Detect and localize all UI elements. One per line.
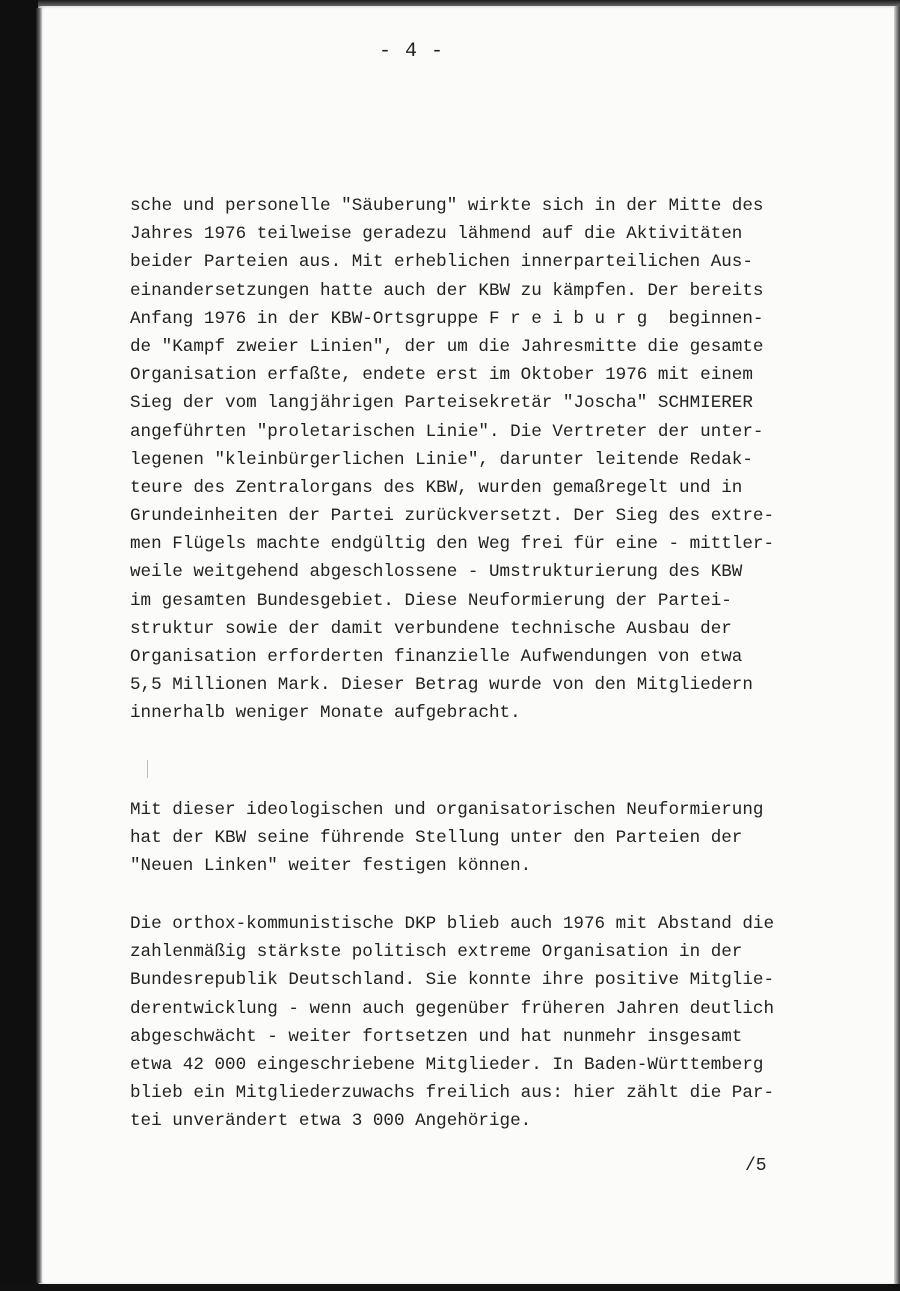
text-line: sche und personelle "Säuberung" wirkte sich in der Mitte des bbox=[130, 196, 764, 216]
text-line: Mit dieser ideologischen und organisatorischen Neuformierung bbox=[130, 800, 764, 820]
paper-left-edge bbox=[36, 8, 42, 1283]
text-line: 5,5 Millionen Mark. Dieser Betrag wurde von den Mitgliedern bbox=[130, 675, 753, 696]
text-line: beider Parteien aus. Mit erheblichen innerparteilichen Aus- bbox=[130, 252, 753, 273]
text-line: Grundeinheiten der Partei zurückversetzt. Der Sieg des extre- bbox=[130, 506, 775, 527]
paragraph-kbw bbox=[130, 192, 774, 728]
text-line: Jahres 1976 teilweise geradezu lähmend auf die Aktivitäten bbox=[130, 224, 743, 245]
text-line: derentwicklung - wenn auch gegenüber früheren Jahren deutlich bbox=[130, 998, 775, 1019]
continuation-marker: /5 bbox=[745, 1156, 767, 1176]
text-line: hat der KBW seine führende Stellung unter den Parteien der bbox=[130, 828, 743, 849]
text-line: struktur sowie der damit verbundene technische Ausbau der bbox=[130, 618, 732, 639]
text-line: Sieg der vom langjährigen Parteisekretär "Joscha" SCHMIERER bbox=[130, 393, 753, 414]
text-line: Organisation erforderten finanzielle Aufwendungen von etwa bbox=[130, 647, 743, 667]
text-line: men Flügels machte endgültig den Weg frei für eine - mittler- bbox=[130, 534, 775, 555]
text-line: Bundesrepublik Deutschland. Sie konnte ihre positive Mitglie- bbox=[130, 970, 775, 991]
text-line: etwa 42 000 eingeschriebene Mitglieder. In Baden-Württemberg bbox=[130, 1054, 764, 1075]
text-line: de "Kampf zweier Linien", der um die Jahresmitte die gesamte bbox=[130, 336, 764, 357]
paper-right-edge bbox=[894, 6, 900, 1291]
text-line: Anfang 1976 in der KBW-Ortsgruppe F r e i b u r g beginnen- bbox=[130, 308, 764, 329]
page-number: - 4 - bbox=[379, 40, 445, 63]
text-line: einandersetzungen hatte auch der KBW zu kämpfen. Der bereits bbox=[130, 280, 764, 301]
paragraph-kbw-conclusion bbox=[130, 796, 763, 881]
scan-bottom-edge bbox=[0, 1284, 900, 1291]
scan-speck bbox=[147, 760, 148, 778]
text-line: "Neuen Linken" weiter festigen können. bbox=[130, 856, 532, 877]
text-line: im gesamten Bundesgebiet. Diese Neuformierung der Partei- bbox=[130, 590, 732, 611]
text-line: innerhalb weniger Monate aufgebracht. bbox=[130, 703, 521, 724]
text-line: Die orthox-kommunistische DKP blieb auch 1976 mit Abstand die bbox=[130, 914, 775, 934]
text-line: tei unverändert etwa 3 000 Angehörige. bbox=[130, 1111, 532, 1132]
text-line: legenen "kleinbürgerlichen Linie", darunter leitende Redak- bbox=[130, 449, 753, 470]
text-line: teure des Zentralorgans des KBW, wurden gemaßregelt und in bbox=[130, 477, 743, 498]
text-line: weile weitgehend abgeschlossene - Umstrukturierung des KBW bbox=[130, 562, 743, 583]
paragraph-dkp bbox=[130, 910, 774, 1136]
text-line: Organisation erfaßte, endete erst im Oktober 1976 mit einem bbox=[130, 365, 753, 386]
text-line: abgeschwächt - weiter fortsetzen und hat nunmehr insgesamt bbox=[130, 1026, 743, 1047]
text-line: blieb ein Mitgliederzuwachs freilich aus: hier zählt die Par- bbox=[130, 1083, 775, 1104]
text-line: zahlenmäßig stärkste politisch extreme Organisation in der bbox=[130, 942, 743, 963]
text-line: angeführten "proletarischen Linie". Die Vertreter der unter- bbox=[130, 421, 764, 442]
